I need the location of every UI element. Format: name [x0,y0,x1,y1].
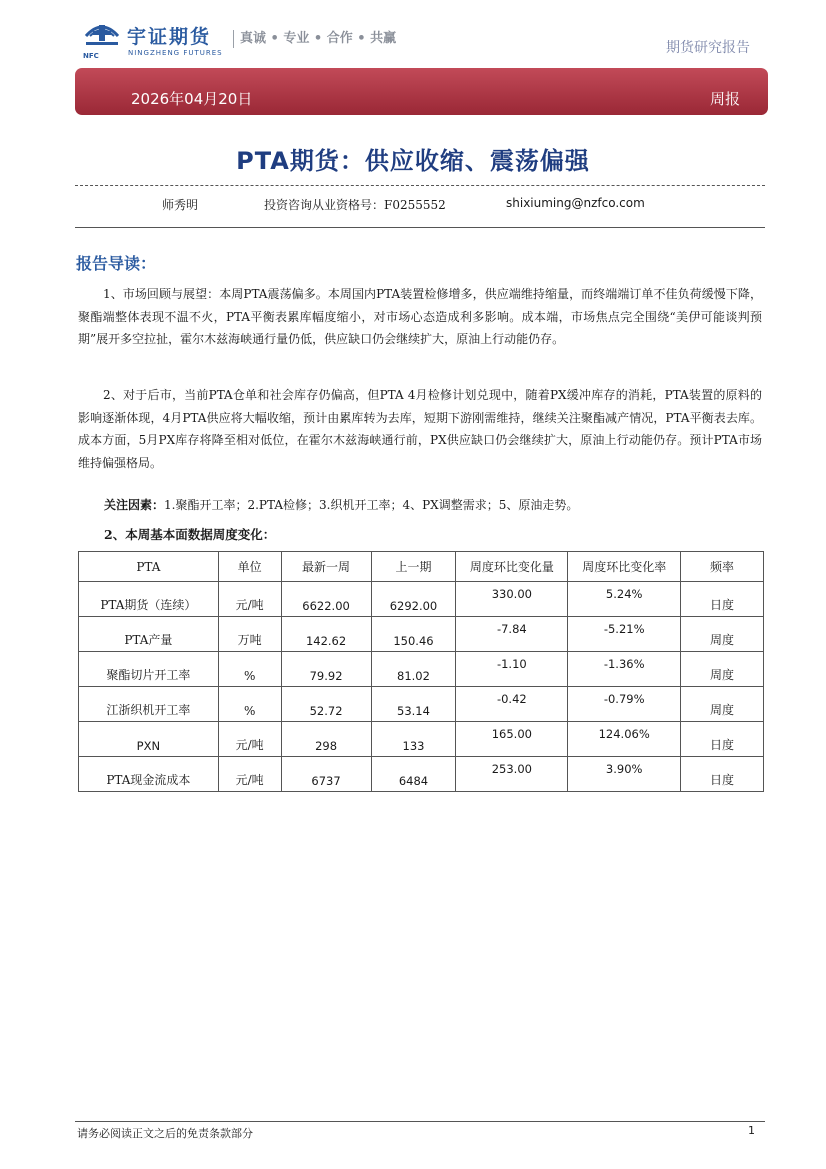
page-number: 1 [748,1124,755,1137]
table-cell: 万吨 [218,617,281,652]
table-cell: 253.00 [456,757,568,792]
paragraph-text: 1、市场回顾与展望：本周PTA震荡偏多。本周国内PTA装置检修增多，供应端维持缩量，而终端端订单不佳负荷缓慢下降，聚酯端整体表现不温不火，PTA平衡表累库幅度缩小，对市场心态造成利多影响。成本端，市场焦点完全围绕“美伊可能谈判预期”展开多空拉扯，霍尔木兹海峡通行量仍低，供应缺口仍会继续扩大，原油上行动能仍存。 [78,287,762,346]
table-cell: -1.10 [456,652,568,687]
table-cell: 142.62 [281,617,371,652]
table-cell: 6484 [371,757,456,792]
table-row [79,652,764,687]
table-cell: PXN [79,722,219,757]
table-cell: 330.00 [456,582,568,617]
paragraph-market-review [78,283,762,351]
report-type: 期货研究报告 [666,40,750,56]
table-row [79,687,764,722]
company-slogan: 真诚 • 专业 • 合作 • 共赢 [233,30,396,48]
author-email[interactable]: shixiuming@nzfco.com [506,196,645,210]
table-heading: 2、本周基本面数据周度变化： [104,527,276,542]
table-cell: 53.14 [371,687,456,722]
table-cell: 元/吨 [218,757,281,792]
table-cell: 元/吨 [218,722,281,757]
divider [75,185,765,186]
fundamentals-table [78,551,764,792]
table-cell: -0.79% [568,687,681,722]
table-row [79,617,764,652]
paragraph-outlook [78,384,762,474]
table-header-row [79,552,764,582]
logo-mark: NFC [83,52,99,60]
table-cell: 6622.00 [281,582,371,617]
column-header: 周度环比变化量 [456,552,568,582]
table-row [79,582,764,617]
table-cell: % [218,652,281,687]
table-cell: 周度 [681,652,764,687]
table-cell: 81.02 [371,652,456,687]
focus-factors [104,496,578,513]
logo-emblem-icon [80,20,124,54]
table-cell: -0.42 [456,687,568,722]
table-cell: 元/吨 [218,582,281,617]
column-header: 频率 [681,552,764,582]
table-cell: 江浙织机开工率 [79,687,219,722]
company-logo [80,20,240,62]
section-heading: 报告导读： [76,254,157,273]
column-header: 最新一周 [281,552,371,582]
table-cell: 3.90% [568,757,681,792]
table-cell: 124.06% [568,722,681,757]
table-cell: 日度 [681,582,764,617]
table-cell: -5.21% [568,617,681,652]
table-cell: 165.00 [456,722,568,757]
table-cell: 周度 [681,617,764,652]
author-license: 投资咨询从业资格号：F0255552 [264,198,446,212]
paragraph-text: 2、对于后市，当前PTA仓单和社会库存仍偏高，但PTA 4月检修计划兑现中，随着PX缓冲库存的消耗，PTA装置的原料的影响逐渐体现，4月PTA供应将大幅收缩，预计由累库转为去库，短期下游刚需维持，继续关注聚酯减产情况，PTA平衡表去库。成本方面，5月PX库存将降至相对低位，在霍尔木兹海峡通行前，PX供应缺口仍会继续扩大，原油上行动能仍存。预计PTA市场维持偏强格局。 [78,388,762,470]
footer-divider [75,1121,765,1122]
focus-label: 关注因素： [104,498,165,512]
report-title: PTA期货：供应收缩、震荡偏强 [236,147,590,175]
table-cell: 133 [371,722,456,757]
focus-text: 1.聚酯开工率；2.PTA检修；3.织机开工率；4、PX调整需求；5、原油走势。 [164,498,579,512]
table-cell: 5.24% [568,582,681,617]
footer-disclaimer: 请务必阅读正文之后的免责条款部分 [77,1127,253,1140]
company-name: 宇证期货 [127,26,212,48]
table-cell: -7.84 [456,617,568,652]
company-english-name: NINGZHENG FUTURES [128,49,223,57]
table-cell: 6737 [281,757,371,792]
table-cell: 52.72 [281,687,371,722]
table-cell: -1.36% [568,652,681,687]
divider [75,227,765,228]
table-cell: PTA现金流成本 [79,757,219,792]
table-cell: 298 [281,722,371,757]
author-name: 师秀明 [162,198,199,212]
table-cell: PTA产量 [79,617,219,652]
table-cell: 6292.00 [371,582,456,617]
column-header: 上一期 [371,552,456,582]
table-cell: PTA期货（连续） [79,582,219,617]
table-row [79,722,764,757]
report-period: 周报 [710,90,741,108]
column-header: 单位 [218,552,281,582]
table-cell: 周度 [681,687,764,722]
column-header: PTA [79,552,219,582]
table-cell: 150.46 [371,617,456,652]
table-cell: 日度 [681,757,764,792]
table-row [79,757,764,792]
report-date: 2026年04月20日 [131,90,253,108]
table-cell: 日度 [681,722,764,757]
table-cell: 79.92 [281,652,371,687]
column-header: 周度环比变化率 [568,552,681,582]
table-cell: % [218,687,281,722]
table-cell: 聚酯切片开工率 [79,652,219,687]
